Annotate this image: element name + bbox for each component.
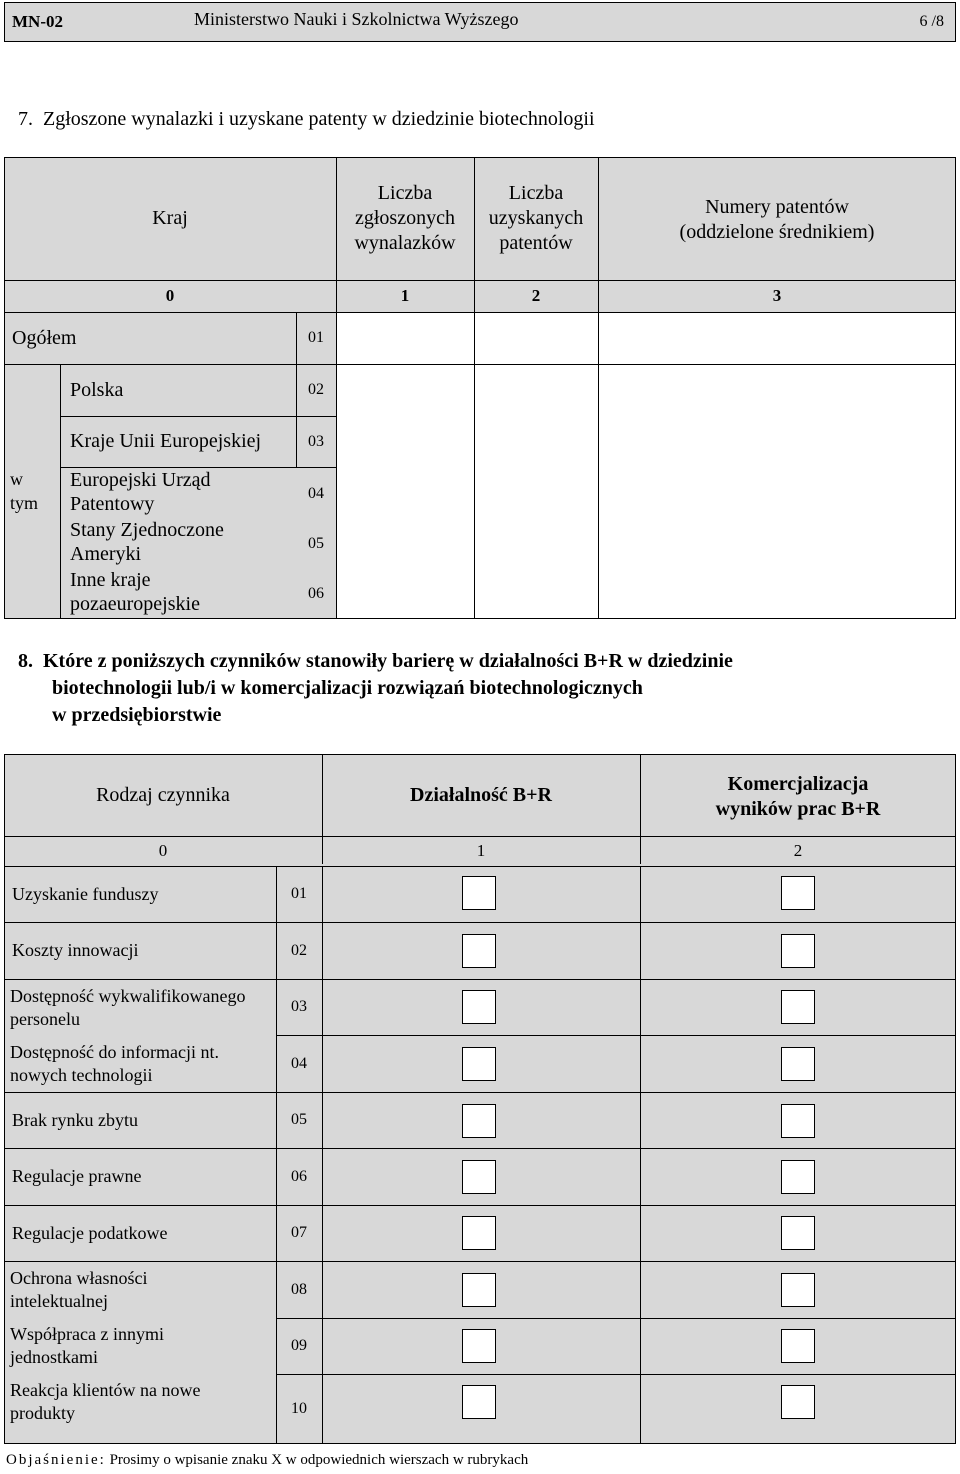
footer-text: Prosimy o wpisanie znaku X w odpowiednich wierszach w rubrykach (105, 1452, 529, 1468)
row-eup-label: Europejski Urząd Patentowy (70, 469, 211, 515)
row-usa-code: 05 (308, 535, 324, 552)
factor-code: 02 (291, 941, 307, 959)
factor-code: 06 (291, 1167, 307, 1185)
section-8-title-line1: 8. Które z poniższych czynników stanowiły barierę w działalności B+R w dziedzinie (18, 650, 733, 672)
row-polska-code: 02 (308, 381, 324, 398)
checkbox-dzialalnosc-03[interactable] (462, 990, 496, 1024)
checkbox-komercjalizacja-03[interactable] (781, 990, 815, 1024)
factor-label: Koszty innowacji (12, 940, 139, 960)
section-8-title-line3: w przedsiębiorstwie (52, 704, 222, 726)
checkbox-dzialalnosc-06[interactable] (462, 1160, 496, 1194)
factor-code: 10 (291, 1400, 307, 1417)
checkbox-komercjalizacja-06[interactable] (781, 1160, 815, 1194)
row-eup-code: 04 (308, 485, 324, 502)
checkbox-dzialalnosc-08[interactable] (462, 1273, 496, 1307)
w-tym-label: w tym (10, 469, 39, 513)
footer-note (6, 1452, 946, 1469)
factor-label: Dostępność wykwalifikowanego personelu (10, 986, 246, 1029)
factor-code: 04 (291, 1054, 307, 1072)
checkbox-komercjalizacja-10[interactable] (781, 1385, 815, 1419)
section-8-title (18, 648, 948, 729)
page-number: 6 /8 (919, 13, 944, 30)
input-wtym-numery[interactable] (599, 365, 955, 618)
col-num-1: 1 (400, 286, 410, 305)
col-komerc-line2: wyników prac B+R (715, 798, 881, 820)
checkbox-dzialalnosc-01[interactable] (462, 876, 496, 910)
col-num-3: 3 (772, 286, 782, 305)
checkbox-dzialalnosc-09[interactable] (462, 1329, 496, 1363)
col8-num-1: 1 (476, 841, 486, 860)
input-ogolem-numery[interactable] (599, 313, 955, 364)
row-usa-label: Stany Zjednoczone Ameryki (70, 519, 224, 565)
checkbox-dzialalnosc-02[interactable] (462, 934, 496, 968)
section-7-title: 7. Zgłoszone wynalazki i uzyskane patenty w dziedzinie biotechnologii (18, 108, 595, 130)
ministry-name: Ministerstwo Nauki i Szkolnictwa Wyższego (194, 8, 519, 29)
factor-label: Regulacje prawne (12, 1166, 142, 1186)
col-dzialalnosc: Działalność B+R (410, 783, 552, 806)
col-rodzaj: Rodzaj czynnika (96, 783, 230, 806)
col-uzyskane: Liczba uzyskanych patentów (488, 182, 584, 254)
input-wtym-zgloszone[interactable] (337, 365, 474, 618)
checkbox-dzialalnosc-07[interactable] (462, 1216, 496, 1250)
factor-label: Ochrona własności intelektualnej (10, 1268, 148, 1311)
factor-label: Regulacje podatkowe (12, 1222, 168, 1243)
factor-code: 01 (291, 885, 307, 902)
footer-label: Objaśnienie: (6, 1452, 106, 1468)
section-8-title-line2: biotechnologii lub/i w komercjalizacji rozwiązań biotechnologicznych (52, 677, 643, 699)
checkbox-komercjalizacja-02[interactable] (781, 934, 815, 968)
checkbox-komercjalizacja-01[interactable] (781, 876, 815, 910)
input-ogolem-zgloszone[interactable] (337, 313, 474, 364)
col-numery (598, 195, 956, 245)
checkbox-dzialalnosc-10[interactable] (462, 1385, 496, 1419)
row-ogolem-code: 01 (308, 329, 324, 346)
factor-label: Współpraca z innymi jednostkami (10, 1324, 164, 1367)
col-num-0: 0 (165, 286, 175, 305)
row-eu-code: 03 (308, 432, 324, 450)
factor-code: 03 (291, 998, 307, 1015)
checkbox-komercjalizacja-09[interactable] (781, 1329, 815, 1363)
checkbox-komercjalizacja-07[interactable] (781, 1216, 815, 1250)
row-inne-label: Inne kraje pozaeuropejskie (70, 569, 200, 615)
factor-code: 09 (291, 1337, 307, 1354)
col8-num-2: 2 (793, 841, 803, 860)
col8-num-0: 0 (158, 841, 168, 860)
col-komerc-line1: Komercjalizacja (727, 773, 869, 795)
factor-label: Reakcja klientów na nowe produkty (10, 1380, 201, 1423)
col-komercjalizacja (640, 772, 956, 822)
checkbox-komercjalizacja-05[interactable] (781, 1104, 815, 1138)
factor-code: 05 (291, 1111, 307, 1128)
row-polska-label: Polska (70, 378, 124, 401)
factor-label: Dostępność do informacji nt. nowych technologii (10, 1042, 219, 1085)
col-numery-line1: Numery patentów (705, 196, 849, 218)
factor-label: Brak rynku zbytu (12, 1109, 138, 1130)
col-num-2: 2 (531, 286, 541, 305)
checkbox-komercjalizacja-04[interactable] (781, 1047, 815, 1081)
checkbox-dzialalnosc-04[interactable] (462, 1047, 496, 1081)
col-zgloszone: Liczba zgłoszonych wynalazków (354, 182, 456, 254)
col-kraj: Kraj (152, 207, 188, 229)
checkbox-dzialalnosc-05[interactable] (462, 1104, 496, 1138)
col-numery-line2: (oddzielone średnikiem) (679, 221, 875, 243)
input-wtym-uzyskane[interactable] (475, 365, 598, 618)
factor-label: Uzyskanie funduszy (12, 883, 159, 904)
factor-code: 07 (291, 1224, 307, 1241)
factor-code: 08 (291, 1280, 307, 1298)
row-ogolem-label: Ogółem (12, 326, 77, 349)
checkbox-komercjalizacja-08[interactable] (781, 1273, 815, 1307)
input-ogolem-uzyskane[interactable] (475, 313, 598, 364)
row-inne-code: 06 (308, 585, 324, 602)
row-eu-label: Kraje Unii Europejskiej (70, 430, 262, 452)
form-code: MN-02 (12, 12, 63, 31)
